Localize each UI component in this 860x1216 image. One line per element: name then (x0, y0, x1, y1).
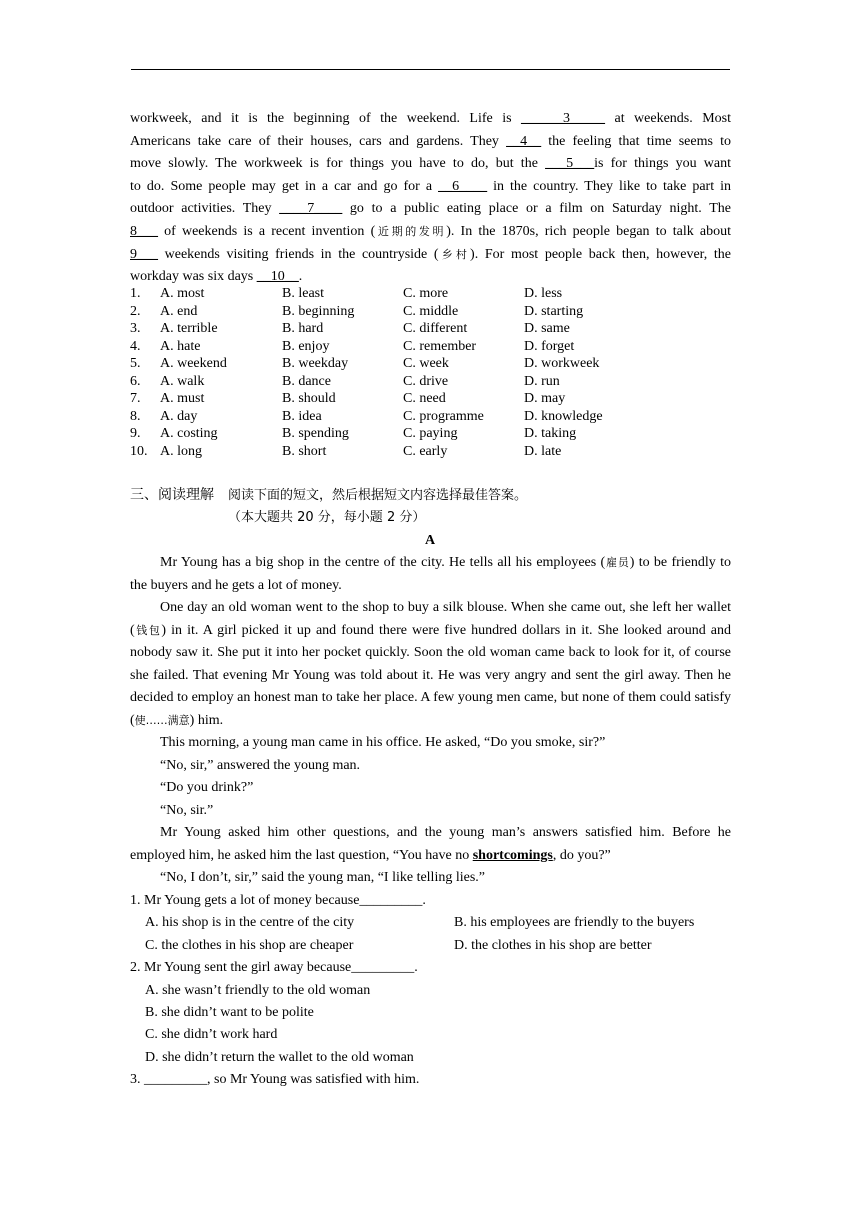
option-row: 6. A. walk B. dance C. drive D. run (130, 373, 560, 389)
option-row: 4. A. hate B. enjoy C. remember D. forget (130, 338, 575, 354)
answer-option: B. his employees are friendly to the buyers (454, 915, 695, 931)
blank-9: 9___ (130, 246, 158, 262)
option-row: 3. A. terrible B. hard C. different D. same (130, 321, 570, 336)
cloze-line-6: 8___ of weekends is a recent invention (近期的发明). In the 1870s, rich people began to talk about (130, 223, 732, 239)
section-points: （本大题共 20 分，每小题 2 分） (228, 510, 426, 525)
answer-option: D. the clothes in his shop are better (454, 937, 652, 953)
section-instruction: 阅读下面的短文，然后根据短文内容选择最佳答案。 (228, 488, 528, 503)
option-row: 8. A. day B. idea C. programme D. knowledge (130, 408, 603, 424)
keyword-shortcomings: shortcomings (472, 847, 553, 863)
reading-section-header (130, 484, 527, 529)
cloze-line-5: outdoor activities. They ____7____ go to a public eating place or a film on Saturday night. The (130, 201, 731, 217)
blank-6: __6____ (438, 178, 488, 194)
reading-passage (130, 552, 731, 890)
answer-option: D. she didn’t return the wallet to the old woman (145, 1049, 414, 1065)
option-row: 9. A. costing B. spending C. paying D. taking (130, 426, 577, 441)
answer-option: B. she didn’t want to be polite (145, 1005, 314, 1020)
cloze-line-1: workweek, and it is the beginning of the weekend. Life is ______3_____ at weekends. Most (130, 111, 731, 126)
answer-row (130, 912, 730, 934)
questions (130, 890, 730, 1092)
paragraph: “No, sir,” answered the young man. (160, 757, 361, 773)
answer-option: A. his shop is in the centre of the city (145, 915, 355, 931)
cloze-line-8: workday was six days __10__. (130, 269, 303, 285)
cloze-passage (130, 108, 731, 289)
paragraph: One day an old woman went to the shop to buy a silk blouse. When she came out, she left her wallet (钱包) in it. A girl picked it up and found there were five hundred dollars in it. She looked around and nobody saw it. She put it into her pocket quickly. Soon the old woman came back to look for it, of course she failed. That evening Mr Young was told about it. He was very angry and sent the girl away. Then he decided to employ an honest man to take her place. A few young men came, but none of them could satisfy (使……满意) him. (130, 600, 731, 728)
option-row: 1. A. most B. least C. more D. less (130, 286, 563, 301)
question-1: 1. Mr Young gets a lot of money because_________. (130, 893, 426, 908)
blank-10: __10__ (256, 269, 299, 285)
paragraph: Mr Young asked him other questions, and the young man’s answers satisfied him. Before he employed him, he asked him the last question, “You have no shortcomings, do you?” (130, 825, 731, 863)
answer-option: A. she wasn’t friendly to the old woman (145, 982, 371, 998)
question-2: 2. Mr Young sent the girl away because_________. (130, 960, 418, 976)
header-rule (131, 69, 730, 70)
blank-5: ___5___ (545, 156, 595, 172)
cloze-line-7: 9___ weekends visiting friends in the countryside (乡村). For most people back then, however, the (130, 246, 732, 262)
blank-4: __4__ (506, 133, 542, 149)
question-3: 3. _________, so Mr Young was satisfied with him. (130, 1072, 420, 1088)
cloze-line-3: move slowly. The workweek is for things you have to do, but the ___5___is for things you want (130, 156, 731, 172)
answer-option: C. she didn’t work hard (145, 1027, 278, 1043)
paragraph: Mr Young has a big shop in the centre of the city. He tells all his employees (雇员) to be friendly to the buyers and he gets a lot of money. (130, 555, 731, 593)
option-row: 2. A. end B. beginning C. middle D. starting (130, 303, 584, 319)
paragraph: “Do you drink?” (160, 780, 254, 795)
cloze-line-2: Americans take care of their houses, cars and gardens. They __4__ the feeling that time seems to (130, 133, 732, 149)
blank-7: ____7____ (279, 201, 343, 217)
options-table (130, 285, 730, 460)
answer-option: C. the clothes in his shop are cheaper (145, 937, 354, 953)
paragraph: This morning, a young man came in his office. He asked, “Do you smoke, sir?” (160, 735, 606, 750)
passage-title: A (424, 533, 436, 548)
section-heading: 三、阅读理解 (130, 487, 214, 503)
cloze-line-4: to do. Some people may get in a car and go for a __6____ in the country. They like to take part in (130, 178, 732, 194)
blank-8: 8___ (130, 223, 158, 239)
blank-3: ______3_____ (521, 111, 606, 126)
option-row: 5. A. weekend B. weekday C. week D. workweek (130, 356, 600, 371)
answer-row (130, 935, 730, 957)
paragraph: “No, I don’t, sir,” said the young man, “I like telling lies.” (160, 870, 485, 885)
paragraph: “No, sir.” (160, 802, 214, 818)
option-row: 10. A. long B. short C. early D. late (130, 443, 562, 459)
option-row: 7. A. must B. should C. need D. may (130, 391, 566, 406)
